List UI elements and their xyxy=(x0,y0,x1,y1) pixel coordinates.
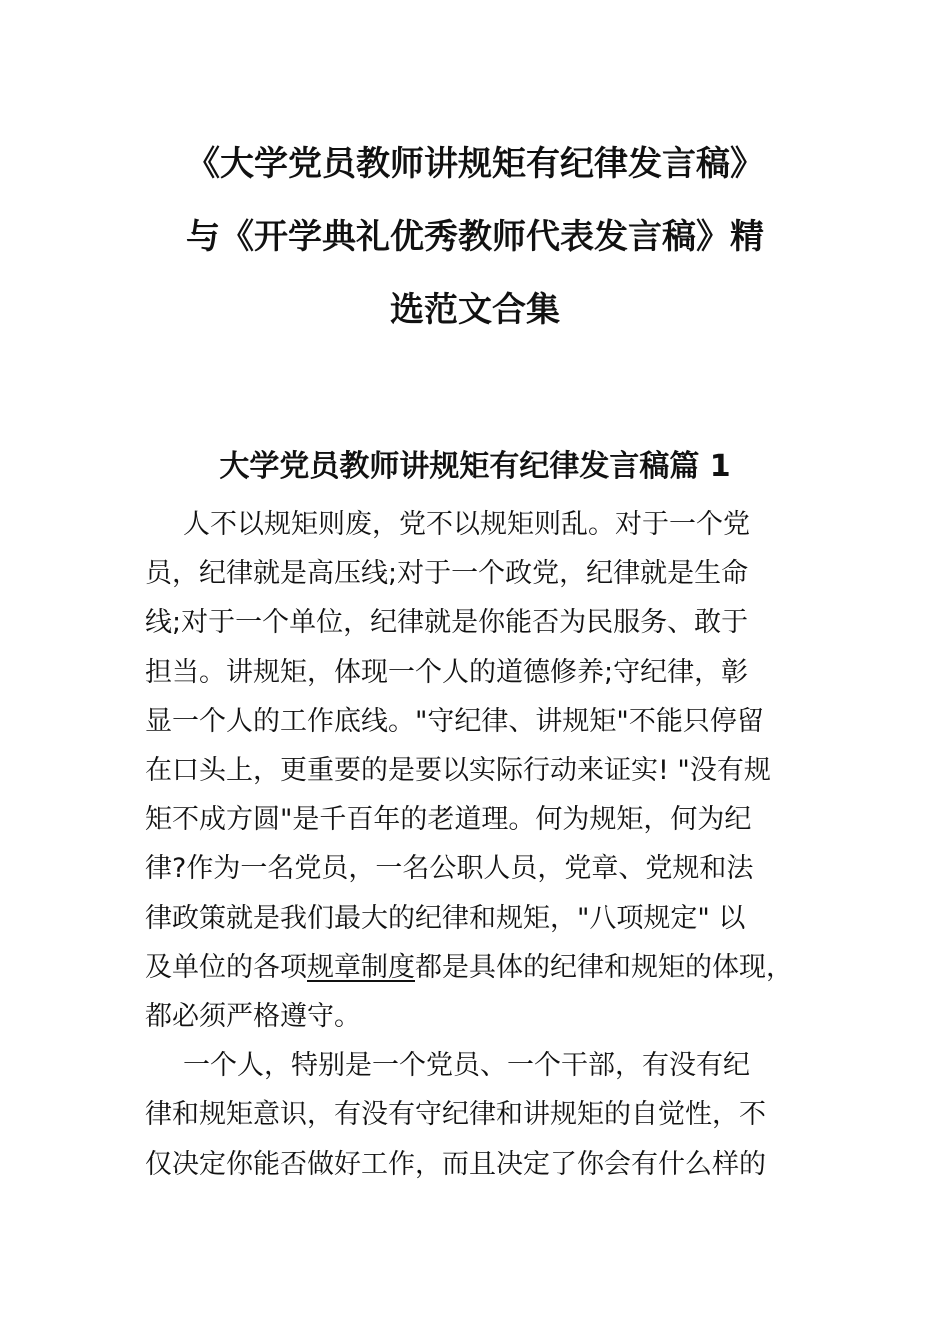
paragraph-line: 担当。讲规矩，体现一个人的道德修养;守纪律，彰 xyxy=(145,656,749,688)
paragraph-line: 都必须严格遵守。 xyxy=(145,1001,361,1033)
paragraph-line: 矩不成方圆"是千百年的老道理。何为规矩，何为纪 xyxy=(145,804,752,836)
paragraph-line: 律?作为一名党员，一名公职人员，党章、党规和法 xyxy=(145,853,754,885)
paragraph-line: 律政策就是我们最大的纪律和规矩，"八项规定" 以 xyxy=(145,902,746,934)
title-line-2: 与《开学典礼优秀教师代表发言稿》精 xyxy=(186,217,764,257)
paragraph-line: 一个人，特别是一个党员、一个干部，有没有纪 xyxy=(183,1050,750,1082)
document-title xyxy=(120,128,830,347)
body-text xyxy=(145,500,835,1189)
section-heading: 大学党员教师讲规矩有纪律发言稿篇 1 xyxy=(219,449,731,484)
paragraph-line: 人不以规矩则废，党不以规矩则乱。对于一个党 xyxy=(183,509,750,540)
paragraph-line-with-underline xyxy=(145,943,835,992)
paragraph-2 xyxy=(145,1041,835,1189)
paragraph-line: 显一个人的工作底线。"守纪律、讲规矩"不能只停留 xyxy=(145,705,764,737)
paragraph-line: 线;对于一个单位，纪律就是你能否为民服务、敢于 xyxy=(145,607,749,639)
title-line-3: 选范文合集 xyxy=(390,290,560,330)
paragraph-1 xyxy=(145,500,835,1041)
paragraph-line: 在口头上，更重要的是要以实际行动来证实! "没有规 xyxy=(145,755,771,787)
line-text-before: 及单位的各项 xyxy=(145,951,307,983)
underlined-term: 规章制度 xyxy=(307,951,415,983)
paragraph-line: 员，纪律就是高压线;对于一个政党，纪律就是生命 xyxy=(145,558,749,590)
title-line-1: 《大学党员教师讲规矩有纪律发言稿》 xyxy=(186,144,764,184)
paragraph-line: 律和规矩意识，有没有守纪律和讲规矩的自觉性，不 xyxy=(145,1099,766,1131)
line-text-after: 都是具体的纪律和规矩的体现， xyxy=(415,951,793,983)
paragraph-line: 仅决定你能否做好工作，而且决定了你会有什么样的 xyxy=(145,1148,766,1180)
